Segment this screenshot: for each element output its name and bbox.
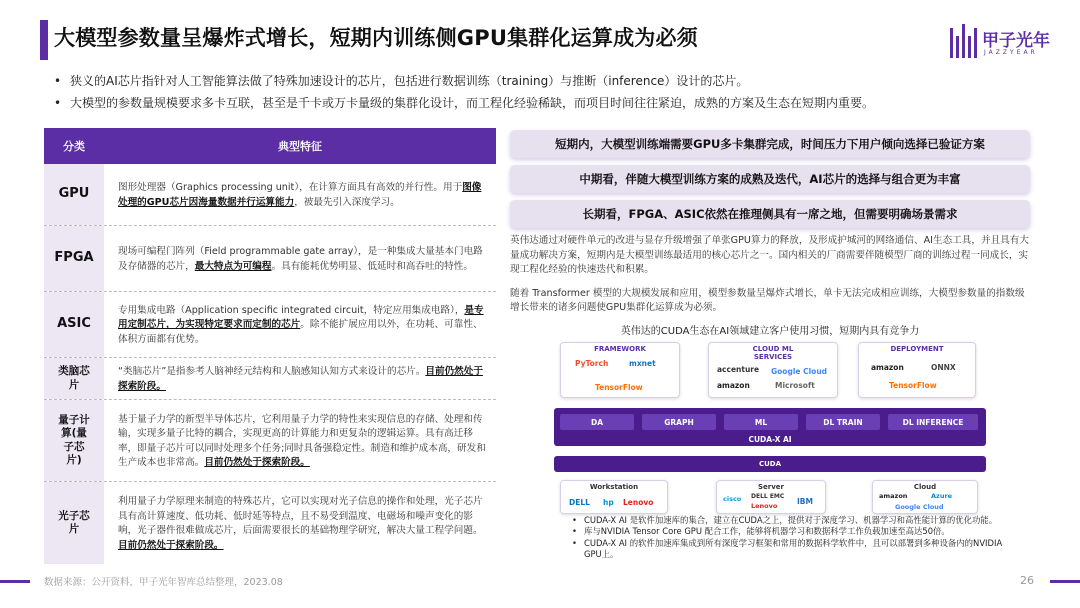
row-category: GPU bbox=[44, 164, 104, 225]
onnx-logo: ONNX bbox=[931, 363, 956, 372]
brand-logo bbox=[950, 22, 1060, 66]
layer-label: CUDA-X AI bbox=[748, 435, 792, 444]
server-box bbox=[716, 480, 826, 514]
footer-accent-right bbox=[1050, 580, 1080, 583]
segment-dl-train: DL TRAIN bbox=[806, 414, 880, 430]
tensorflow-logo: TensorFlow bbox=[889, 381, 937, 390]
logo-name: 甲子光年 bbox=[982, 31, 1050, 51]
row-description: 专用集成电路（Application specific integrated circuit，特定应用集成电路），是专用定制芯片，为实现特定要求而定制的芯片。除不能扩展应用以外，在功耗、可靠性、体积方面都有优势。 bbox=[118, 304, 484, 345]
dell-emc-logo: DELL EMC bbox=[751, 493, 785, 500]
cuda-notes bbox=[570, 515, 1010, 560]
cloud-box bbox=[872, 480, 978, 514]
segment-da: DA bbox=[560, 414, 634, 430]
google-cloud-logo: Google Cloud bbox=[895, 503, 944, 511]
outlook-short-term: 短期内，大模型训练端需要GPU多卡集群完成，时间压力下用户倾向选择已验证方案 bbox=[510, 130, 1030, 158]
lenovo-logo: Lenovo bbox=[751, 502, 778, 510]
cuda-x-ai-layer bbox=[554, 408, 986, 446]
diagram-subtitle: 英伟达的CUDA生态在AI领域建立客户使用习惯，短期内具有竞争力 bbox=[620, 326, 920, 337]
dell-logo: DELL bbox=[569, 498, 590, 507]
intro-bullets bbox=[52, 70, 1052, 114]
row-description: 基于量子力学的新型半导体芯片，它利用量子力学的特性来实现信息的存储、处理和传输，实现多量子比特的耦合，实现更高的计算能力和更复杂的逻辑运算。具有高迁移率，即量子芯片可以同时处理多个任务;同时具备强稳定性。制造和维护成本高，研发和生产成本也非常高。目前仍然处于探索阶段。 bbox=[118, 413, 486, 468]
analysis-paragraph: 随着 Transformer 模型的大规模发展和应用，模型参数量呈爆炸式增长，单卡无法完成相应训练，大模型参数量的指数级增长带来的诸多问题使GPU集群化运算成为必须。 bbox=[510, 287, 1025, 314]
lenovo-logo: Lenovo bbox=[623, 498, 654, 507]
note-item: • CUDA-X AI 是软件加速库的集合，建立在CUDA之上，提供对于深度学习、机器学习和高性能计算的优化功能。 bbox=[570, 515, 1010, 526]
row-category: 类脑芯片 bbox=[44, 358, 104, 399]
analysis-text bbox=[510, 234, 1030, 316]
note-item: • 库与NVIDIA Tensor Core GPU 配合工作，能够将机器学习和数据科学工作负载加速至高达50倍。 bbox=[570, 526, 1010, 537]
row-description: 图形处理器（Graphics processing unit），在计算方面具有高效的并行性。用于图像处理的GPU芯片因海量数据并行运算能力，被最先引入深度学习。 bbox=[118, 182, 482, 208]
header-feature: 典型特征 bbox=[278, 140, 322, 153]
row-category: FPGA bbox=[44, 226, 104, 291]
row-category: 光子芯片 bbox=[44, 482, 104, 564]
title-accent-bar bbox=[40, 20, 48, 60]
box-title: DEPLOYMENT bbox=[890, 345, 944, 353]
accenture-logo: accenture bbox=[717, 365, 760, 374]
pytorch-logo: PyTorch bbox=[575, 359, 609, 368]
bullet-item: • 狭义的AI芯片指针对人工智能算法做了特殊加速设计的芯片，包括进行数据训练（training）与推断（inference）设计的芯片。 bbox=[52, 70, 1052, 92]
segment-ml: ML bbox=[724, 414, 798, 430]
bullet-item: • 大模型的参数量规模要求多卡互联，甚至是千卡或万卡量级的集群化设计，而工程化经验稀缺，而项目时间往往紧迫，成熟的方案及生态在短期内重要。 bbox=[52, 92, 1052, 114]
azure-logo: Azure bbox=[931, 492, 953, 500]
footer-accent-left bbox=[0, 580, 30, 583]
cisco-logo: cisco bbox=[723, 495, 742, 503]
tensorflow-logo: TensorFlow bbox=[595, 383, 643, 392]
amazon-logo: amazon bbox=[879, 492, 908, 500]
table-row bbox=[44, 292, 496, 358]
chip-type-table bbox=[44, 128, 496, 564]
cuda-layer: CUDA bbox=[554, 456, 986, 472]
data-source: 数据来源：公开资料，甲子光年智库总结整理，2023.08 bbox=[44, 577, 283, 588]
table-row bbox=[44, 358, 496, 400]
logo-mark-icon bbox=[950, 24, 978, 58]
outlook-long-term: 长期看，FPGA、ASIC依然在推理侧具有一席之地，但需要明确场景需求 bbox=[510, 200, 1030, 228]
header-category: 分类 bbox=[63, 140, 85, 153]
table-row bbox=[44, 400, 496, 482]
row-category: ASIC bbox=[44, 292, 104, 357]
table-row bbox=[44, 164, 496, 226]
google-cloud-logo: Google Cloud bbox=[771, 367, 828, 376]
table-header bbox=[44, 128, 496, 164]
logo-sub: JAZZYEAR bbox=[984, 49, 1038, 56]
box-title: Server bbox=[757, 483, 784, 491]
analysis-paragraph: 英伟达通过对硬件单元的改进与显存升级增强了单张GPU算力的释放，及形成护城河的网络通信、AI生态工具，并且具有大量成功解决方案，短期内是大模型训练最适用的核心芯片之一。国内相关的厂商需要伴随模型厂商的训练过程一同成长，实现工程化经验的快速迭代和积累。 bbox=[510, 235, 1029, 276]
microsoft-logo: Microsoft bbox=[775, 381, 815, 390]
ibm-logo: IBM bbox=[797, 497, 813, 506]
hp-logo: hp bbox=[603, 498, 614, 507]
amazon-logo: amazon bbox=[871, 363, 904, 372]
row-description: 利用量子力学原理来制造的特殊芯片，它可以实现对光子信息的操作和处理，光子芯片具有高计算速度、低功耗、低时延等特点，且不易受到温度、电磁场和噪声变化的影响，光子器件很难做成芯片，后面需要很长的基础物理学研究，解决大量工程学问题。目前仍然处于探索阶段。 bbox=[118, 496, 483, 551]
cloud-ml-services-box bbox=[708, 342, 838, 398]
box-title: FRAMEWORK bbox=[594, 345, 646, 353]
row-description: “类脑芯片”是指参考人脑神经元结构和人脑感知认知方式来设计的芯片。目前仍然处于探索阶段。 bbox=[118, 366, 483, 392]
table-row bbox=[44, 226, 496, 292]
note-item: • CUDA-X AI 的软件加速库集成到所有深度学习框架和常用的数据科学软件中，且可以部署到多种设备内的NVIDIA GPU上。 bbox=[570, 538, 1010, 561]
mxnet-logo: mxnet bbox=[629, 359, 656, 368]
outlook-mid-term: 中期看，伴随大模型训练方案的成熟及迭代，AI芯片的选择与组合更为丰富 bbox=[510, 165, 1030, 193]
deployment-box bbox=[858, 342, 976, 398]
amazon-logo: amazon bbox=[717, 381, 750, 390]
page-title: 大模型参数量呈爆炸式增长，短期内训练侧GPU集群化运算成为必须 bbox=[54, 26, 698, 50]
framework-box bbox=[560, 342, 680, 398]
box-title: Cloud bbox=[913, 483, 937, 491]
workstation-box bbox=[560, 480, 668, 514]
segment-graph: GRAPH bbox=[642, 414, 716, 430]
row-description: 现场可编程门阵列（Field programmable gate array），是一种集成大量基本门电路及存储器的芯片，最大特点为可编程。具有能耗优势明显、低延时和高吞吐的特性。 bbox=[118, 246, 483, 272]
box-title: CLOUD ML SERVICES bbox=[752, 345, 794, 361]
row-category: 量子计算(量子芯片) bbox=[44, 400, 104, 481]
box-title: Workstation bbox=[589, 483, 639, 491]
segment-dl-inference: DL INFERENCE bbox=[888, 414, 978, 430]
table-row bbox=[44, 482, 496, 564]
cuda-ecosystem-diagram bbox=[554, 342, 994, 514]
page-number: 26 bbox=[1020, 574, 1034, 587]
